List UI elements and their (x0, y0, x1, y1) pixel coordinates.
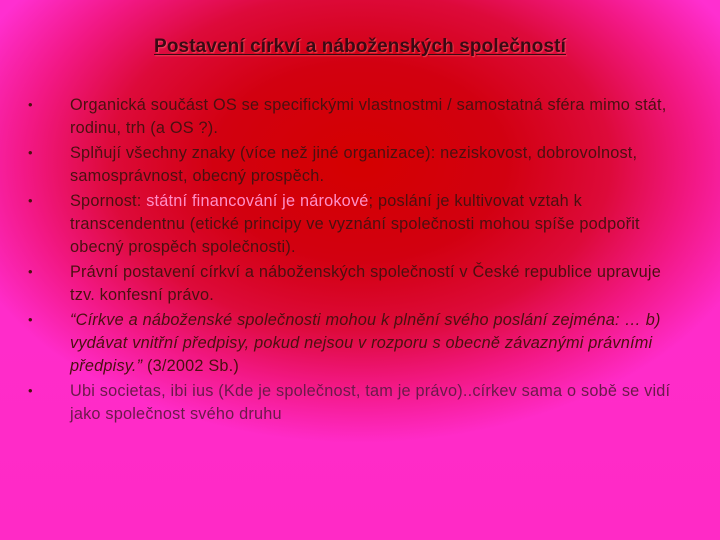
bullet-icon: • (28, 264, 33, 280)
bullet-item (28, 94, 688, 139)
bullet-icon: • (28, 145, 33, 161)
bullet-highlight: státní financování je nárokové (146, 192, 369, 211)
slide-title: Postavení církví a náboženských společností (154, 36, 566, 57)
bullet-item (28, 190, 688, 258)
bullet-text-prefix: Spornost: (70, 192, 147, 211)
bullet-text: Ubi societas, ibi ius (Kde je společnost, tam je právo)..církev sama o sobě se vidí jako společnost svého druhu (70, 382, 671, 423)
bullet-item (28, 309, 688, 377)
bullet-citation: (3/2002 Sb.) (142, 356, 240, 375)
bullet-item (28, 261, 688, 306)
bullet-icon: • (28, 193, 33, 209)
bullet-icon: • (28, 312, 33, 328)
bullet-list (28, 94, 688, 428)
bullet-item (28, 380, 688, 425)
bullet-quote: “Církve a náboženské společnosti mohou k plnění svého poslání zejména: … b) vydávat vnitřní předpisy, pokud nejsou v rozporu s obecně závaznými právními předpisy.” (70, 311, 661, 375)
bullet-text: Splňují všechny znaky (více než jiné organizace): neziskovost, dobrovolnost, samosprávnost, obecný prospěch. (70, 144, 638, 185)
bullet-text-suffix: ; poslání je kultivovat vztah k transcendentnu (etické principy ve vyznání společnosti mohou spíše podpořit obecný prospěch společnosti). (70, 192, 640, 256)
bullet-item (28, 142, 688, 187)
bullet-icon: • (28, 97, 33, 112)
bullet-text: Organická součást OS se specifickými vlastnostmi / samostatná sféra mimo stát, rodinu, trh (a OS ?). (70, 96, 667, 137)
bullet-icon: • (28, 383, 33, 399)
bullet-text: Právní postavení církví a náboženských společností v České republice upravuje tzv. konfesní právo. (70, 263, 661, 304)
